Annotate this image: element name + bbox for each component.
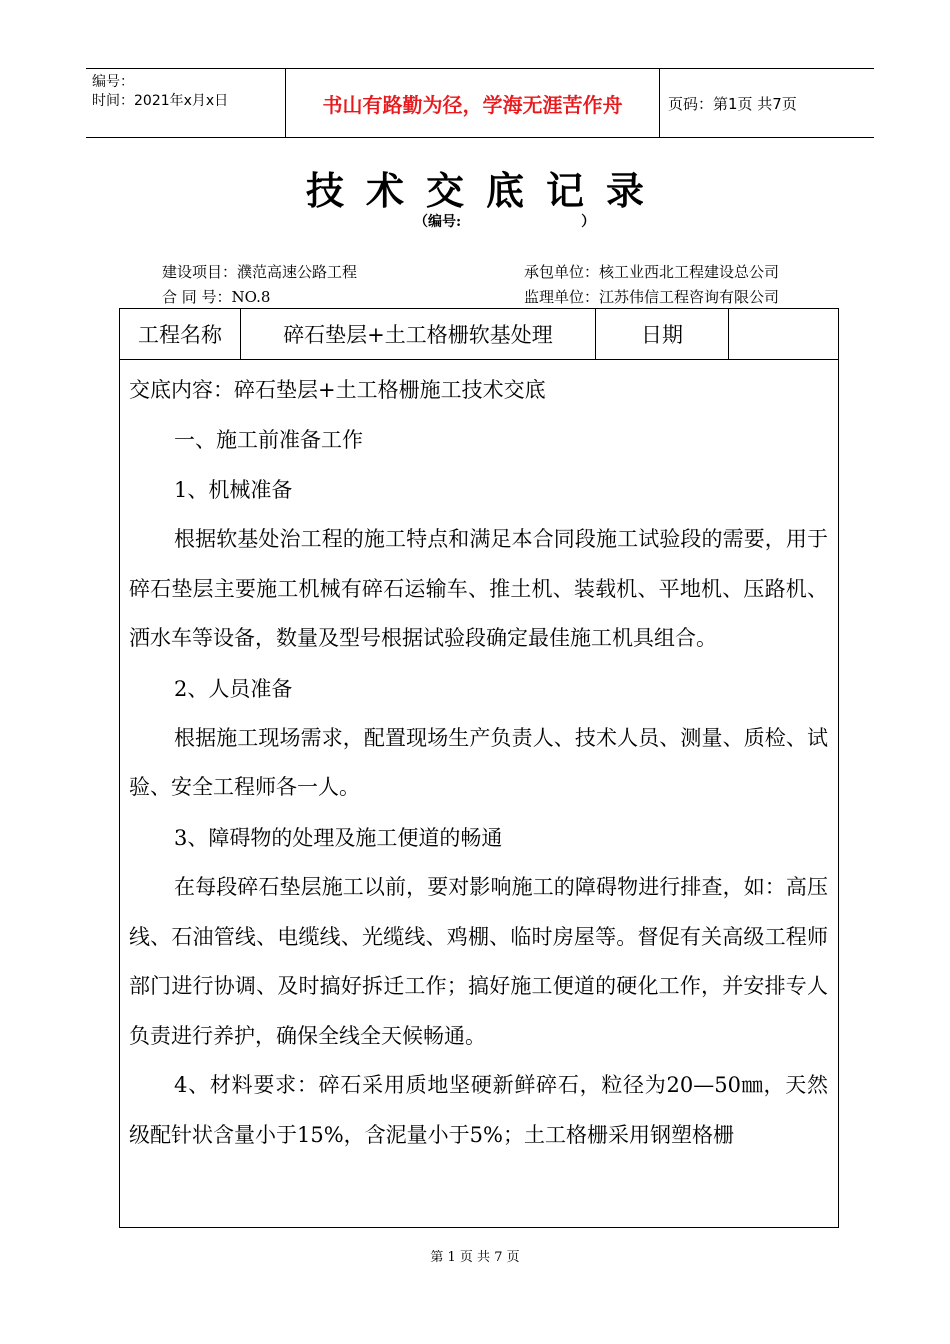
meta-contract-no: 合 同 号：NO.8 bbox=[162, 288, 271, 306]
date-value bbox=[729, 309, 838, 359]
paragraph-personnel: 根据施工现场需求，配置现场生产负责人、技术人员、测量、质检、试验、安全工程师各一人。 bbox=[129, 725, 828, 800]
paragraph-materials: 4、材料要求：碎石采用质地坚硬新鲜碎石，粒径为20—50㎜，天然级配针状含量小于15%，含泥量小于5%；土工格栅采用钢塑格栅 bbox=[129, 1073, 828, 1147]
doc-title: 技术交底记录 bbox=[305, 168, 666, 213]
header-box bbox=[86, 68, 874, 138]
time-label: 时间：2021年x月x日 bbox=[92, 93, 229, 109]
section-heading: 一、施工前准备工作 bbox=[174, 428, 363, 452]
doc-number-open: （编号: bbox=[414, 214, 462, 230]
code-label: 编号： bbox=[92, 74, 134, 90]
doc-number-close: ） bbox=[581, 214, 596, 230]
project-name-value: 碎石垫层+土工格栅软基处理 bbox=[241, 309, 596, 359]
project-name-label: 工程名称 bbox=[120, 309, 241, 359]
meta-project: 建设项目：濮范高速公路工程 bbox=[162, 263, 358, 281]
meta-contractor: 承包单位：核工业西北工程建设总公司 bbox=[524, 263, 780, 281]
table-header-row bbox=[120, 309, 838, 360]
page-footer: 第 1 页 共 7 页 bbox=[430, 1250, 520, 1265]
doc-number bbox=[414, 211, 595, 231]
page-label: 页码：第1页 共7页 bbox=[668, 94, 797, 113]
record-table bbox=[119, 308, 839, 1228]
meta-supervisor: 监理单位：江苏伟信工程咨询有限公司 bbox=[524, 288, 780, 306]
disclosure-content bbox=[129, 365, 828, 1161]
subsection-obstacles: 3、障碍物的处理及施工便道的畅通 bbox=[174, 825, 503, 850]
paragraph-machinery: 根据软基处治工程的施工特点和满足本合同段施工试验段的需要，用于碎石垫层主要施工机械有碎石运输车、推土机、装载机、平地机、压路机、洒水车等设备，数量及型号根据试验段确定最佳施工机具组合。 bbox=[129, 527, 828, 651]
content-intro: 交底内容：碎石垫层+土工格栅施工技术交底 bbox=[129, 378, 546, 402]
subsection-personnel: 2、人员准备 bbox=[174, 676, 293, 701]
subsection-machinery: 1、机械准备 bbox=[174, 478, 293, 502]
header-left bbox=[86, 69, 285, 137]
paragraph-obstacles: 在每段碎石垫层施工以前，要对影响施工的障碍物进行排查，如：高压线、石油管线、电缆线、光缆线、鸡棚、临时房屋等。督促有关高级工程师部门进行协调、及时搞好拆迁工作；搞好施工便道的硬化工作，并安排专人负责进行养护，确保全线全天候畅通。 bbox=[129, 874, 828, 1048]
date-label: 日期 bbox=[596, 309, 729, 359]
motto: 书山有路勤为径，学海无涯苦作舟 bbox=[285, 69, 660, 137]
